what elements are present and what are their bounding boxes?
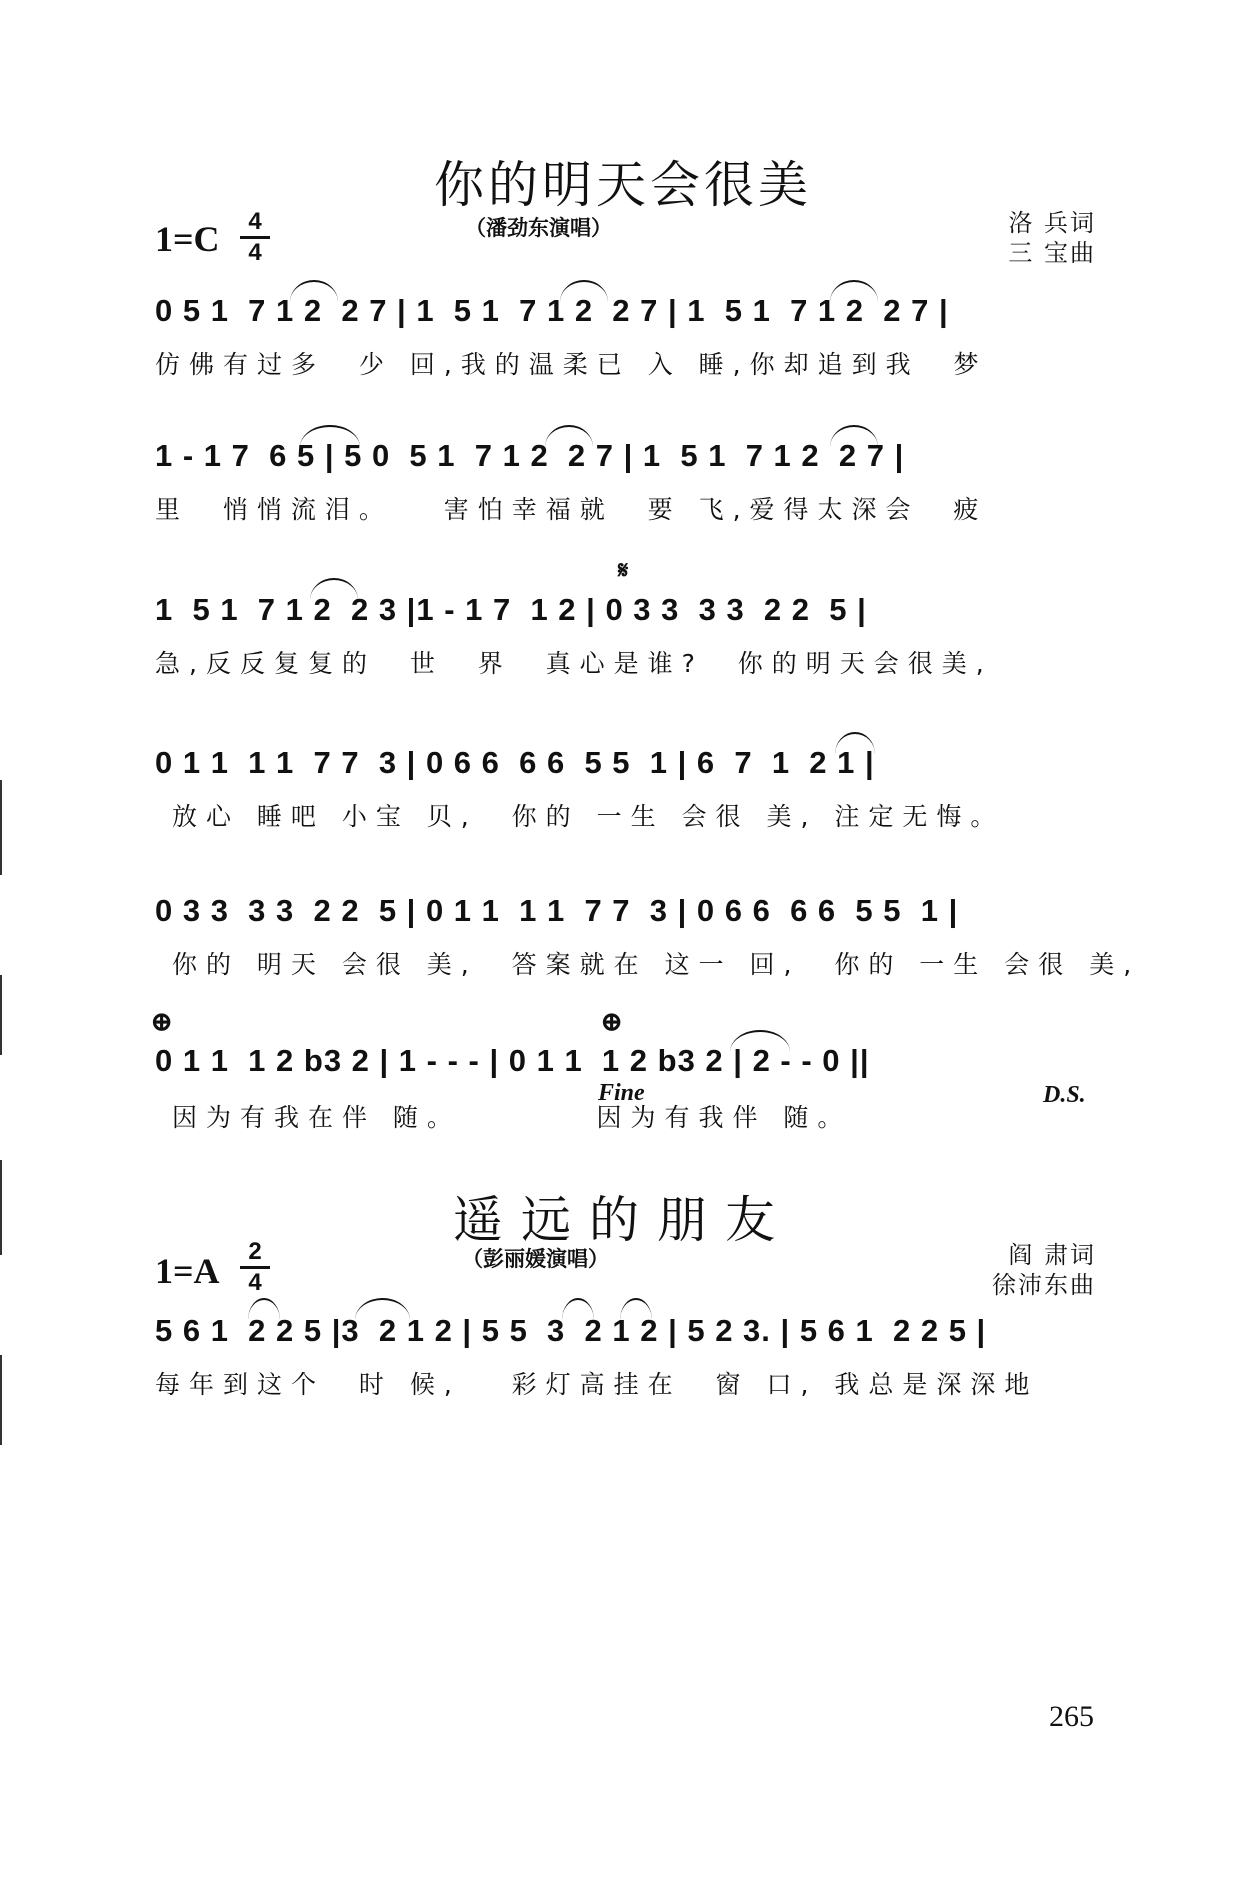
slur	[830, 280, 878, 302]
coda-mark: ⊕	[150, 1005, 174, 1038]
composer-credit: 徐沛东曲	[992, 1271, 1096, 1299]
notes-text: 1 - 1 7 6 5 | 5 0 5 1 7 1 2 2 7 | 1 5 1 7 1 2 2 7 |	[155, 438, 905, 473]
scan-edge	[0, 1355, 2, 1445]
notation-line-4	[155, 745, 1115, 795]
lyric-line-1: 仿佛有过多 少 回,我的温柔已 入 睡,你却追到我 梦	[155, 350, 988, 379]
notation-line-2	[155, 438, 1115, 488]
key-signature-2: 1=A	[155, 1251, 220, 1291]
scan-edge	[0, 1160, 2, 1255]
credits	[1008, 208, 1096, 268]
notes-text: 1 5 1 7 1 2 2 3 |1 - 1 7 1 2 | 0 3 3 3 3 2 2 5 |	[155, 592, 867, 627]
performer-credit: （潘劲东演唱）	[465, 216, 612, 240]
notes-text: 0 5 1 7 1 2 2 7 | 1 5 1 7 1 2 2 7 | 1 5 1 7 1 2 2 7 |	[155, 293, 949, 328]
slur	[620, 1298, 652, 1320]
scan-edge	[0, 975, 2, 1055]
notation-line-7	[155, 1313, 1115, 1363]
lyric-line-3: 急,反反复复的 世 界 真心是谁? 你的明天会很美,	[155, 649, 993, 678]
notes-text: 0 1 1 1 2 b3 2 | 1 - - - | 0 1 1 1 2 b3 2 | 2 - - 0 ||	[155, 1043, 870, 1078]
slur	[830, 425, 878, 447]
lyricist-credit: 阎 肃词	[1008, 1241, 1096, 1269]
slur	[562, 1298, 594, 1320]
time-signature-top: 4	[240, 208, 270, 239]
fine-mark: Fine	[598, 1080, 645, 1106]
slur	[730, 1030, 790, 1052]
lyric-line-2: 里 悄悄流泪。 害怕幸福就 要 飞,爱得太深会 疲	[155, 495, 988, 524]
segno-mark: 𝄋	[618, 555, 629, 584]
time-signature-bottom: 4	[248, 239, 262, 266]
slur	[248, 1298, 280, 1320]
song-title-2: 遥远的朋友	[453, 1191, 793, 1249]
page-number: 265	[1049, 1700, 1094, 1733]
notation-line-3	[155, 592, 1115, 642]
lyric-line-5: 你的 明天 会很 美, 答案就在 这一 回, 你的 一生 会很 美,	[155, 950, 1141, 979]
notes-text: 0 1 1 1 1 7 7 3 | 0 6 6 6 6 5 5 1 | 6 7 1 2 1 |	[155, 745, 875, 780]
scan-edge	[0, 780, 2, 875]
lyric-line-7: 每年到这个 时 候, 彩灯高挂在 窗 口, 我总是深深地	[155, 1370, 1039, 1399]
coda-mark-2: ⊕	[600, 1005, 624, 1038]
time-signature-2	[240, 1238, 270, 1297]
slur	[560, 280, 608, 302]
performer-credit-2: （彭丽媛演唱）	[462, 1247, 609, 1271]
notes-text: 5 6 1 2 2 5 |3 2 1 2 | 5 5 3 2 1 2 | 5 2 3. | 5 6 1 2 2 5 |	[155, 1313, 987, 1348]
song-title: 你的明天会很美	[434, 156, 812, 214]
time-signature	[240, 208, 270, 267]
slur	[290, 280, 338, 302]
credits-2	[992, 1240, 1096, 1300]
slur	[300, 425, 360, 447]
slur	[835, 732, 875, 754]
time-signature-bottom: 4	[248, 1269, 262, 1296]
slur	[355, 1298, 410, 1320]
lyricist-credit: 洛 兵词	[1008, 209, 1096, 237]
composer-credit: 三 宝曲	[1008, 239, 1096, 267]
lyric-line-4: 放心 睡吧 小宝 贝, 你的 一生 会很 美, 注定无悔。	[155, 802, 1005, 831]
lyric-line-6: 因为有我在伴 随。 因为有我伴 随。	[155, 1103, 852, 1132]
notation-line-5	[155, 893, 1115, 943]
slur	[545, 425, 593, 447]
slur	[310, 578, 358, 600]
key-signature: 1=C	[155, 219, 220, 259]
time-signature-top: 2	[240, 1238, 270, 1269]
ds-mark: D.S.	[1043, 1082, 1086, 1108]
notes-text: 0 3 3 3 3 2 2 5 | 0 1 1 1 1 7 7 3 | 0 6 6 6 6 5 5 1 |	[155, 893, 959, 928]
